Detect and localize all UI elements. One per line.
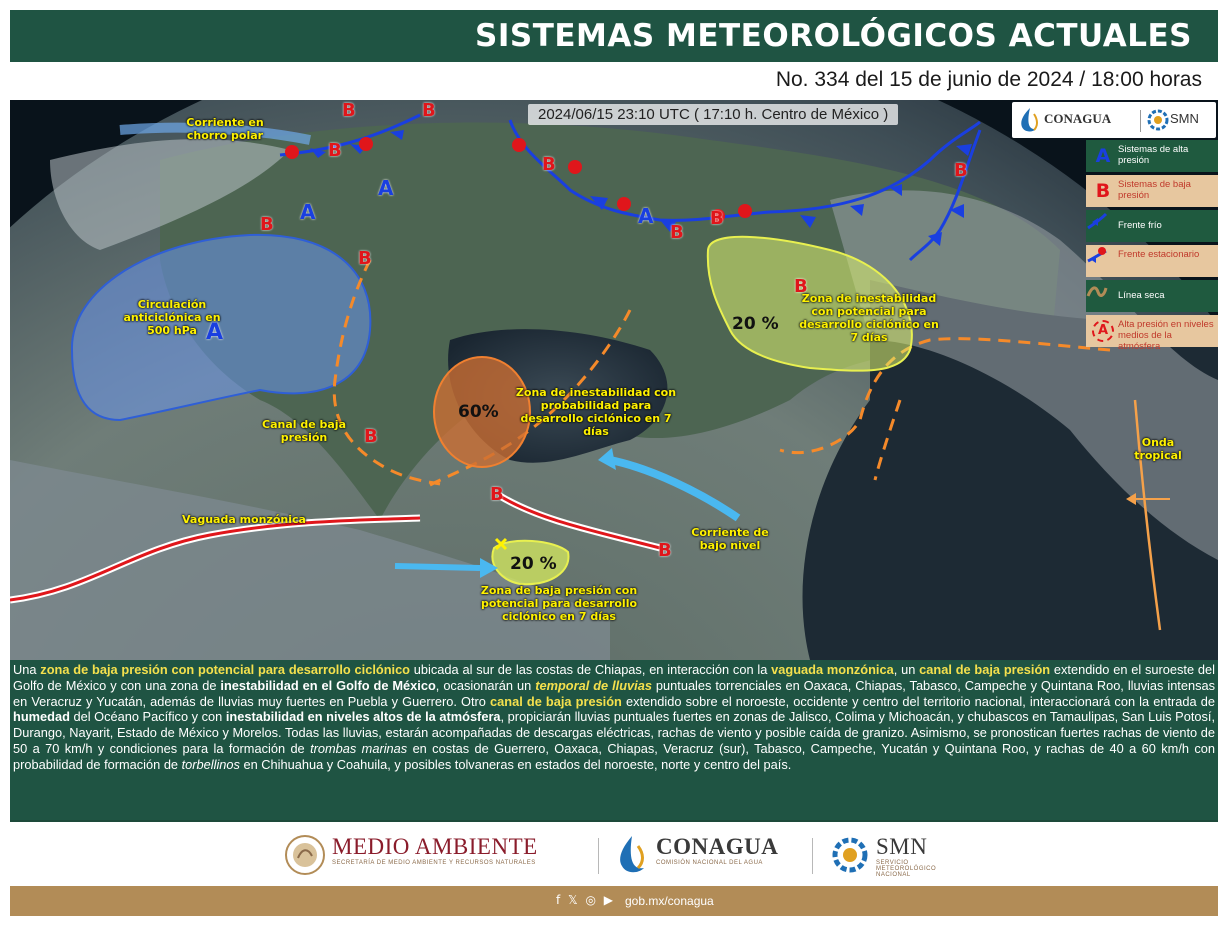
stationary-front-icon [1086, 245, 1108, 267]
legend-label: Frente estacionario [1118, 249, 1200, 260]
forecast-description [10, 660, 1218, 820]
logo-separator [1140, 110, 1141, 132]
map-logo-box [1012, 102, 1216, 138]
medio-ambiente-logo [332, 834, 538, 866]
website-link[interactable]: gob.mx/conagua [625, 894, 714, 908]
legend-label: Sistemas de baja presión [1118, 179, 1191, 201]
low-pressure-marker: B [710, 208, 724, 229]
smn-footer-logo [876, 834, 936, 878]
desc-highlight: temporal de lluvias [535, 677, 652, 693]
conagua-drop-icon [1016, 106, 1042, 134]
label-low-level-current: Corriente de bajo nivel [691, 526, 769, 552]
desc-text: ubicada al sur de las costas de Chiapas, en interacción con la [410, 662, 772, 677]
legend-label: Sistemas de alta presión [1118, 144, 1189, 166]
desc-text: , ocasionarán un [435, 677, 536, 693]
low-center-marker-icon [494, 537, 508, 551]
map-legend [1086, 140, 1218, 350]
smn-subtext: SERVICIO METEOROLÓGICO NACIONAL [876, 860, 937, 878]
high-pressure-marker: A [300, 200, 316, 224]
desc-highlight: zona de baja presión con potencial para desarrollo ciclónico [40, 662, 410, 677]
label-gulf-zone: Zona de inestabilidad con probabilidad para desarrollo ciclónico en 7 días [515, 386, 677, 438]
title-bar [10, 10, 1218, 62]
label-anticyclone: Circulación anticiclónica en 500 hPa [123, 298, 221, 337]
gulf-zone-percent: 60% [458, 402, 499, 422]
weather-map [10, 100, 1218, 660]
low-pressure-marker: B [794, 276, 808, 297]
subtitle-bar [10, 62, 1218, 100]
bulletin-subtitle: No. 334 del 15 de junio de 2024 / 18:00 horas [775, 68, 1202, 91]
desc-bold: inestabilidad en el Golfo de México [220, 677, 436, 693]
legend-item-high-pressure [1086, 140, 1218, 172]
legend-item-stationary-front [1086, 245, 1218, 277]
conagua-subtext: COMISIÓN NACIONAL DEL AGUA [656, 860, 763, 866]
legend-item-dry-line [1086, 280, 1218, 312]
social-icons[interactable]: f 𝕏 ◎ ▶ [556, 893, 616, 907]
desc-bold: inestabilidad en niveles altos de la atmósfera [225, 709, 501, 725]
low-pressure-marker: B [490, 484, 504, 505]
legend-label: Línea seca [1118, 290, 1165, 301]
label-pacific-zone: Zona de baja presión con potencial para desarrollo ciclónico en 7 días [480, 584, 638, 623]
desc-italic: trombas marinas [310, 740, 408, 756]
desc-text: en costas de Guerrero, Oaxaca, Chiapas, Veracruz (sur), Tabasco, Campeche, Yucatán y Quintana Roo, y rachas de 40 a 60 km/h con probabilidad de formación de [13, 740, 1215, 772]
label-monsoon-trough: Vaguada monzónica [182, 513, 306, 526]
desc-text: del Océano Pacífico y con [69, 709, 226, 725]
desc-highlight: canal de baja presión [490, 693, 622, 709]
desc-text: extendido sobre el noroeste, occidente y centro del territorio nacional, interaccionará con la entrada de [621, 693, 1215, 709]
satellite-map-graphic [10, 100, 1218, 660]
legend-symbol-mid-high: A [1092, 320, 1114, 342]
desc-text: puntuales torrenciales en Oaxaca, Chiapas, Tabasco, Campeche y Quintana Roo, lluvias intensas en Veracruz y Yucatán, además de lluvias muy fuertes en Puebla y Guerrero. Otro [13, 677, 1216, 709]
smn-gear-icon [830, 835, 870, 875]
medio-ambiente-text: MEDIO AMBIENTE [332, 834, 538, 859]
atlantic-zone-percent: 20 % [732, 314, 779, 334]
low-pressure-marker: B [328, 140, 342, 161]
dry-line-icon [1086, 280, 1108, 302]
label-tropical-wave: Onda tropical [1134, 436, 1182, 462]
legend-label: Frente frío [1118, 220, 1162, 231]
page-title: SISTEMAS METEOROLÓGICOS ACTUALES [475, 18, 1192, 54]
label-atlantic-zone: Zona de inestabilidad con potencial para desarrollo ciclónico en 7 días [799, 292, 939, 344]
low-pressure-marker: B [670, 222, 684, 243]
mexico-seal-icon [284, 834, 326, 876]
desc-bold: humedad [13, 709, 70, 725]
desc-italic: torbellinos [181, 756, 240, 772]
legend-label: Alta presión en niveles medios de la atmósfera [1118, 319, 1214, 352]
footer-separator [812, 838, 813, 874]
desc-text: extendido en el suroeste del Golfo de México y con una zona de [13, 662, 1215, 693]
conagua-logo-text: CONAGUA [1044, 111, 1112, 126]
legend-symbol-b: B [1095, 180, 1111, 202]
low-pressure-marker: B [342, 100, 356, 121]
low-pressure-marker: B [954, 160, 968, 181]
medio-ambiente-subtext: SECRETARÍA DE MEDIO AMBIENTE Y RECURSOS NATURALES [332, 860, 536, 866]
label-low-channel: Canal de baja presión [262, 418, 347, 444]
smn-text: SMN [876, 834, 928, 859]
pacific-zone-percent: 20 % [510, 554, 557, 574]
low-pressure-marker: B [422, 100, 436, 121]
legend-item-low-pressure [1086, 175, 1218, 207]
legend-item-cold-front [1086, 210, 1218, 242]
low-pressure-marker: B [358, 248, 372, 269]
label-jet-stream: Corriente en chorro polar [186, 116, 264, 142]
desc-text: , un [893, 662, 920, 677]
conagua-drop-icon [614, 834, 650, 876]
legend-item-mid-level-high [1086, 315, 1218, 352]
desc-text: en Chihuahua y Coahuila, y posibles tolvaneras en estados del noroeste, norte y centro del país. [239, 756, 792, 772]
low-pressure-marker: B [542, 154, 556, 175]
desc-text: Una [13, 662, 41, 677]
desc-highlight: canal de baja presión [919, 662, 1051, 677]
footer-logos [0, 822, 1230, 886]
low-pressure-marker: B [260, 214, 274, 235]
low-pressure-marker: B [658, 540, 672, 561]
image-timestamp: 2024/06/15 23:10 UTC ( 17:10 h. Centro de México ) [528, 104, 898, 125]
desc-text: , propiciarán lluvias puntuales fuertes en zonas de Jalisco, Colima y Michoacán, y chubascos en Tamaulipas, San Luis Potosí, Durango, Nayarit, Estado de México y Morelos. Todas las lluvias, estarán acompañadas de descargas eléctricas, rachas de viento y posible caída de granizo. Asimismo, se pronostican fuertes rachas de viento de 50 a 70 km/h y condiciones para la formación de [13, 709, 1215, 756]
desc-highlight: vaguada monzónica [771, 662, 894, 677]
cold-front-icon [1086, 210, 1108, 232]
high-pressure-marker: A [378, 176, 394, 200]
footer-separator [598, 838, 599, 874]
conagua-text: CONAGUA [656, 834, 779, 859]
smn-gear-icon [1146, 108, 1170, 132]
high-pressure-marker: A [206, 320, 224, 345]
pacific-flow-arrow [395, 566, 480, 568]
conagua-footer-logo [656, 834, 778, 866]
high-pressure-marker: A [638, 204, 654, 228]
legend-symbol-a: A [1095, 145, 1111, 167]
low-pressure-marker: B [364, 426, 378, 447]
bottom-bar [10, 886, 1218, 916]
smn-logo-text: SMN [1170, 111, 1199, 126]
